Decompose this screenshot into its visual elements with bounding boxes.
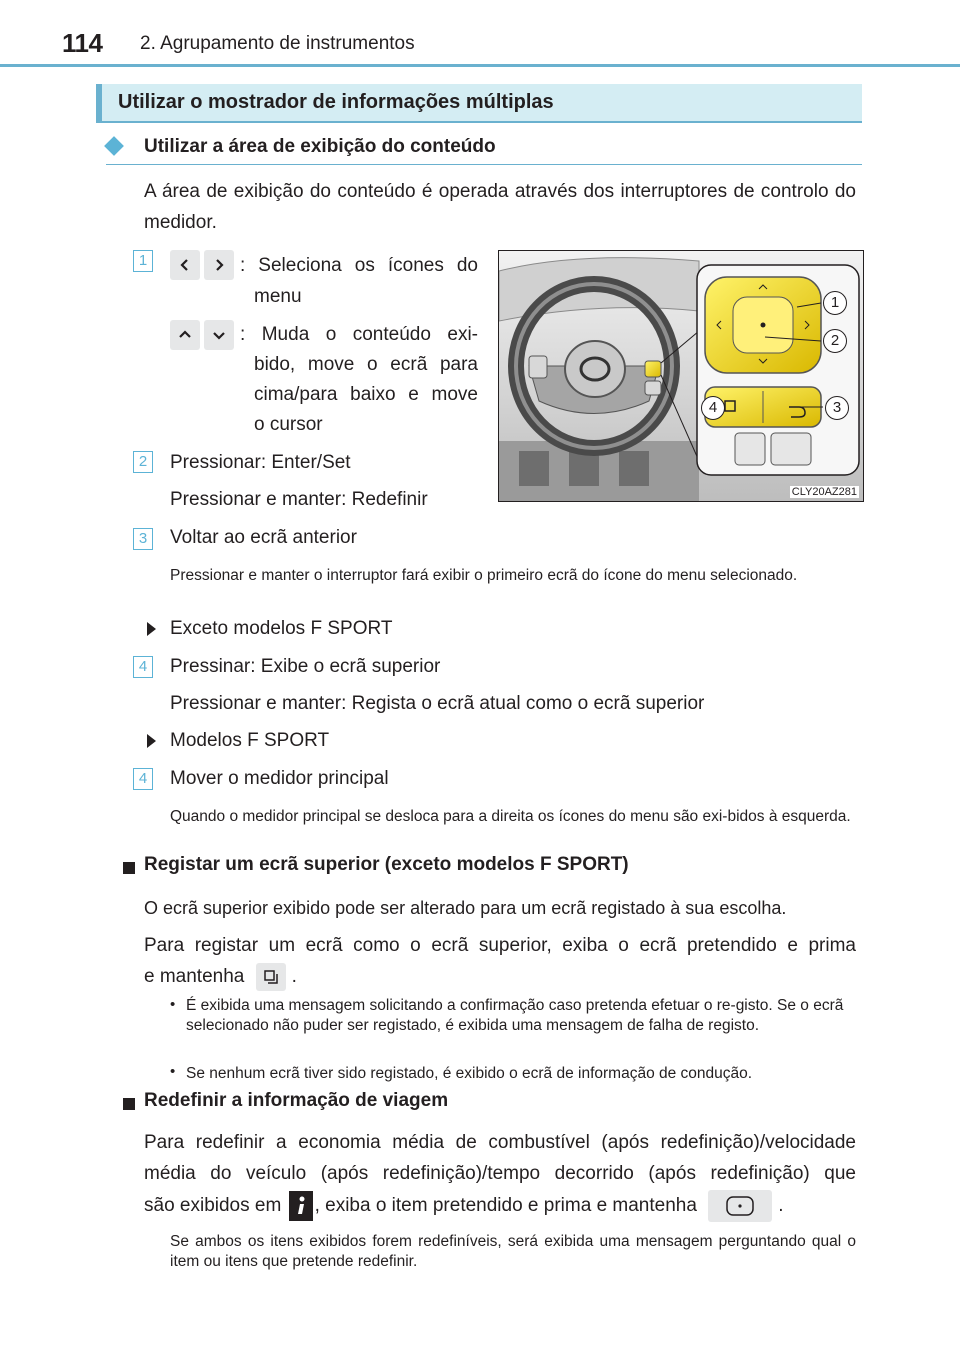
steering-wheel-illustration <box>499 251 863 501</box>
bullet-dot: • <box>170 996 176 1013</box>
register-p1: O ecrã superior exibido pode ser alterado para um ecrã registado à sua escolha. <box>144 898 787 918</box>
register-title: Registar um ecrã superior (exceto modelos F SPORT) <box>144 854 629 875</box>
item1-text-line1: : Seleciona os ícones do <box>240 255 478 276</box>
triangle-bullet-icon <box>147 734 156 748</box>
reset-p1: Para redefinir a economia média de combustível (após redefinição)/velocidade média do veículo (após redefinição)/tempo decorrido (após redefinição) que <box>144 1132 856 1184</box>
reset-p2a: são exibidos em <box>144 1195 282 1217</box>
header-rule <box>0 64 960 67</box>
callout-number-4a: 4 <box>133 656 153 678</box>
reset-title: Redefinir a informação de viagem <box>144 1090 449 1111</box>
bullet-dot: • <box>170 1063 176 1080</box>
chevron-up-icon <box>178 328 192 342</box>
chevron-left-icon <box>178 258 192 272</box>
register-p2a: Para registar um ecrã como o ecrã superior, exiba o ecrã pretendido e prima <box>144 935 856 956</box>
right-key <box>204 250 234 280</box>
register-p2-line2 <box>144 961 297 992</box>
item2-line1: Pressionar: Enter/Set <box>170 452 351 473</box>
item1-text-line2: menu <box>254 286 302 307</box>
chevron-right-icon <box>212 258 226 272</box>
diamond-bullet-icon <box>104 136 124 156</box>
register-p2b: e mantenha <box>144 966 245 987</box>
callout-number-1: 1 <box>133 250 153 272</box>
callout-number-3: 3 <box>133 528 153 550</box>
reset-note: Se ambos os itens exibidos forem redefiníveis, será exibida uma mensagem perguntando qual o item ou itens que pretende redefinir. <box>170 1233 856 1270</box>
item4a-line1: Pressinar: Exibe o ecrã superior <box>170 656 441 677</box>
intro-paragraph: A área de exibição do conteúdo é operada através dos interruptores de controlo do medidor. <box>144 181 856 233</box>
section-title: Utilizar o mostrador de informações múltiplas <box>118 91 554 113</box>
item3-text: Voltar ao ecrã anterior <box>170 527 357 548</box>
register-b1: É exibida uma mensagem solicitando a confirmação caso pretenda efetuar o re-gisto. Se o ecrã selecionado não puder ser registado, é exibida uma mensagem de falha de registo. <box>186 997 844 1034</box>
figure-callout-2: 2 <box>823 329 847 353</box>
subsection-rule <box>106 164 862 165</box>
enter-switch-icon <box>708 1190 772 1222</box>
figure-callout-3: 3 <box>825 396 849 420</box>
left-key <box>170 250 200 280</box>
item1-ud-line3: cima/para baixo e move <box>254 384 478 405</box>
reset-p2b: , exiba o item pretendido e prima e mantenha <box>314 1195 697 1217</box>
figure-callout-4: 4 <box>701 396 725 420</box>
figure-code: CLY20AZ281 <box>791 486 857 498</box>
except-fsport-heading: Exceto modelos F SPORT <box>170 618 393 639</box>
reset-p2c: . <box>778 1195 784 1217</box>
info-icon <box>289 1191 313 1221</box>
section-title-bar <box>96 84 862 122</box>
item2-line2: Pressionar e manter: Redefinir <box>170 489 428 510</box>
register-p2c: . <box>291 966 297 987</box>
up-key <box>170 320 200 350</box>
register-b2: Se nenhum ecrã tiver sido registado, é exibido o ecrã de informação de condução. <box>186 1065 753 1082</box>
item4a-line2: Pressionar e manter: Regista o ecrã atual como o ecrã superior <box>170 693 705 714</box>
square-bullet-icon <box>123 862 135 874</box>
reset-p2 <box>144 1190 783 1222</box>
page-number: 114 <box>62 28 103 58</box>
down-key <box>204 320 234 350</box>
callout-number-2: 2 <box>133 451 153 473</box>
item1-ud-line4: o cursor <box>254 414 323 435</box>
chapter-title: 2. Agrupamento de instrumentos <box>140 33 415 54</box>
item1-ud-line2: bido, move o ecrã para <box>254 354 478 375</box>
figure-callout-1: 1 <box>823 291 847 315</box>
subsection-title: Utilizar a área de exibição do conteúdo <box>144 136 496 157</box>
section-rule <box>96 121 862 123</box>
copy-screen-icon <box>256 963 286 991</box>
item1-ud-line1: : Muda o conteúdo exi- <box>240 324 478 345</box>
steering-switch-figure <box>498 250 864 502</box>
fsport-heading: Modelos F SPORT <box>170 730 330 751</box>
item3-note: Pressionar e manter o interruptor fará exibir o primeiro ecrã do ícone do menu selecionado. <box>170 567 798 584</box>
item4b-note: Quando o medidor principal se desloca para a direita os ícones do menu são exi-bidos à esquerda. <box>170 808 851 825</box>
item4b-text: Mover o medidor principal <box>170 768 389 789</box>
callout-number-4b: 4 <box>133 768 153 790</box>
chevron-down-icon <box>212 328 226 342</box>
square-bullet-icon <box>123 1098 135 1110</box>
triangle-bullet-icon <box>147 622 156 636</box>
